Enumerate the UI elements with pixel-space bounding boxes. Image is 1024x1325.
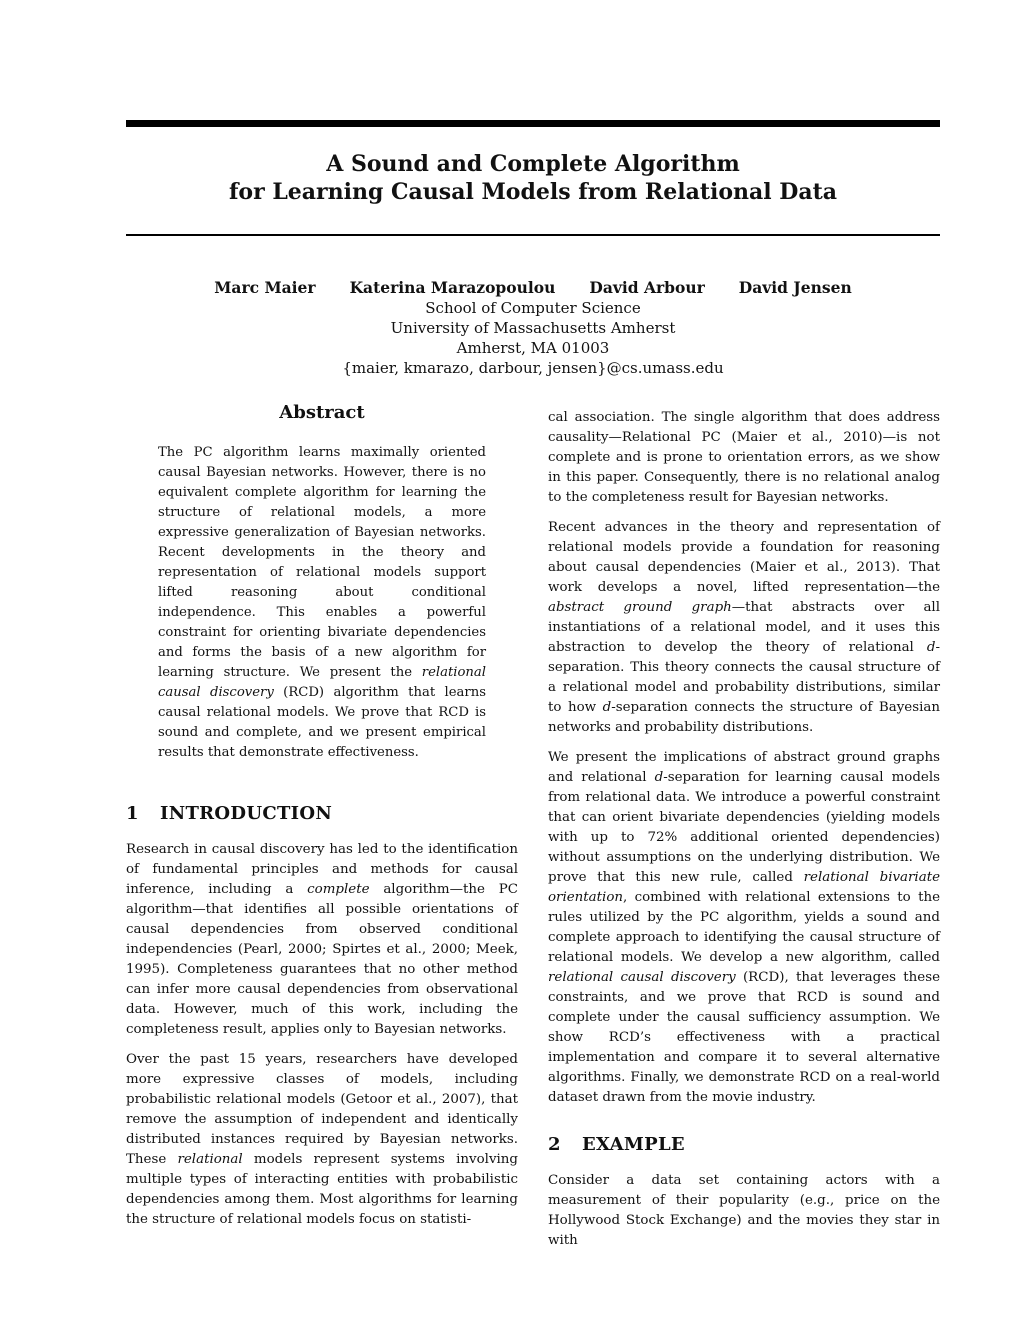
title-top-rule: [126, 120, 940, 127]
author-name: Katerina Marazopoulou: [349, 278, 556, 297]
author-name: David Arbour: [589, 278, 705, 297]
affiliation-city: Amherst, MA 01003: [456, 339, 610, 357]
title-line-2: for Learning Causal Models from Relational Data: [228, 179, 838, 205]
section-2-heading: [548, 1134, 940, 1155]
section-1-heading: [126, 803, 518, 824]
affiliation: [126, 298, 940, 378]
affiliation-email: {maier, kmarazo, darbour, jensen}@cs.umass.edu: [342, 359, 724, 377]
intro-paragraph-3: cal association. The single algorithm that does address causality—Relational PC (Maier et al., 2010)—is not complete and is prone to orientation errors, as we show in this paper. Consequently, there is no relational analog to the completeness result for Bayesian networks.: [548, 410, 940, 505]
intro-paragraph-4: Recent advances in the theory and representation of relational models provide a foundation for reasoning about causal dependencies (Maier et al., 2013). That work develops a novel, lifted representation—the abstract ground graph—that abstracts over all instantiations of a relational model, and it uses this abstraction to develop the theory of relational d-separation. This theory connects the causal structure of a relational model and probability distributions, similar to how d-separation connects the structure of Bayesian networks and probability distributions.: [548, 520, 940, 735]
abstract-text: The PC algorithm learns maximally oriented causal Bayesian networks. However, there is no equivalent complete algorithm for learning the structure of relational models, a more expressive generalization of Bayesian networks. Recent developments in the theory and representation of relational models support lifted reasoning about conditional independence. This enables a powerful constraint for orienting bivariate dependencies and forms the basis of a new algorithm for learning structure. We present the relational causal discovery (RCD) algorithm that learns causal relational models. We prove that RCD is sound and complete, and we present empirical results that demonstrate effectiveness.: [158, 445, 486, 760]
section-number: 2: [548, 1134, 561, 1155]
intro-paragraph-1: Research in causal discovery has led to the identification of fundamental principles and methods for causal inference, including a complete algorithm—the PC algorithm—that identifies all possible orientations of causal dependencies from observed conditional independencies (Pearl, 2000; Spirtes et al., 2000; Meek, 1995). Completeness guarantees that no other method can infer more causal dependencies from observational data. However, much of this work, including the completeness result, applies only to Bayesian networks.: [126, 842, 518, 1037]
author-block: [126, 278, 940, 378]
paper-title: [126, 150, 940, 206]
intro-paragraph-5: We present the implications of abstract ground graphs and relational d-separation for learning causal models from relational data. We introduce a powerful constraint that can orient bivariate dependencies (yielding models with up to 72% additional oriented dependencies) without assumptions on the underlying distribution. We prove that this new rule, called relational bivariate orientation, combined with relational extensions to the rules utilized by the PC algorithm, yields a sound and complete approach to identifying the causal structure of relational models. We develop a new algorithm, called relational causal discovery (RCD), that leverages these constraints, and we prove that RCD is sound and complete under the causal sufficiency assumption. We show RCD’s effectiveness with a practical implementation and compare it to several alternative algorithms. Finally, we demonstrate RCD on a real-world dataset drawn from the movie industry.: [548, 750, 941, 1105]
title-line-1: A Sound and Complete Algorithm: [326, 151, 740, 177]
author-name: Marc Maier: [214, 278, 316, 297]
section-title: EXAMPLE: [582, 1134, 685, 1155]
title-bottom-rule: [126, 234, 940, 236]
author-names: [126, 278, 940, 298]
right-column: [548, 408, 940, 1261]
intro-paragraph-2: Over the past 15 years, researchers have developed more expressive classes of models, including probabilistic relational models (Getoor et al., 2007), that remove the assumption of independent and identically distributed instances required by Bayesian networks. These relational models represent systems involving multiple types of interacting entities with probabilistic dependencies among them. Most algorithms for learning the structure of relational models focus on statisti-: [126, 1052, 518, 1227]
left-column: [126, 402, 518, 1240]
section-title: INTRODUCTION: [160, 803, 333, 824]
example-paragraph-1: Consider a data set containing actors with a measurement of their popularity (e.g., price on the Hollywood Stock Exchange) and the movies they star in with: [548, 1173, 940, 1248]
section-number: 1: [126, 803, 139, 824]
abstract-heading: Abstract: [279, 402, 365, 423]
affiliation-university: University of Massachusetts Amherst: [390, 319, 676, 337]
author-name: David Jensen: [738, 278, 852, 297]
affiliation-dept: School of Computer Science: [425, 299, 641, 317]
